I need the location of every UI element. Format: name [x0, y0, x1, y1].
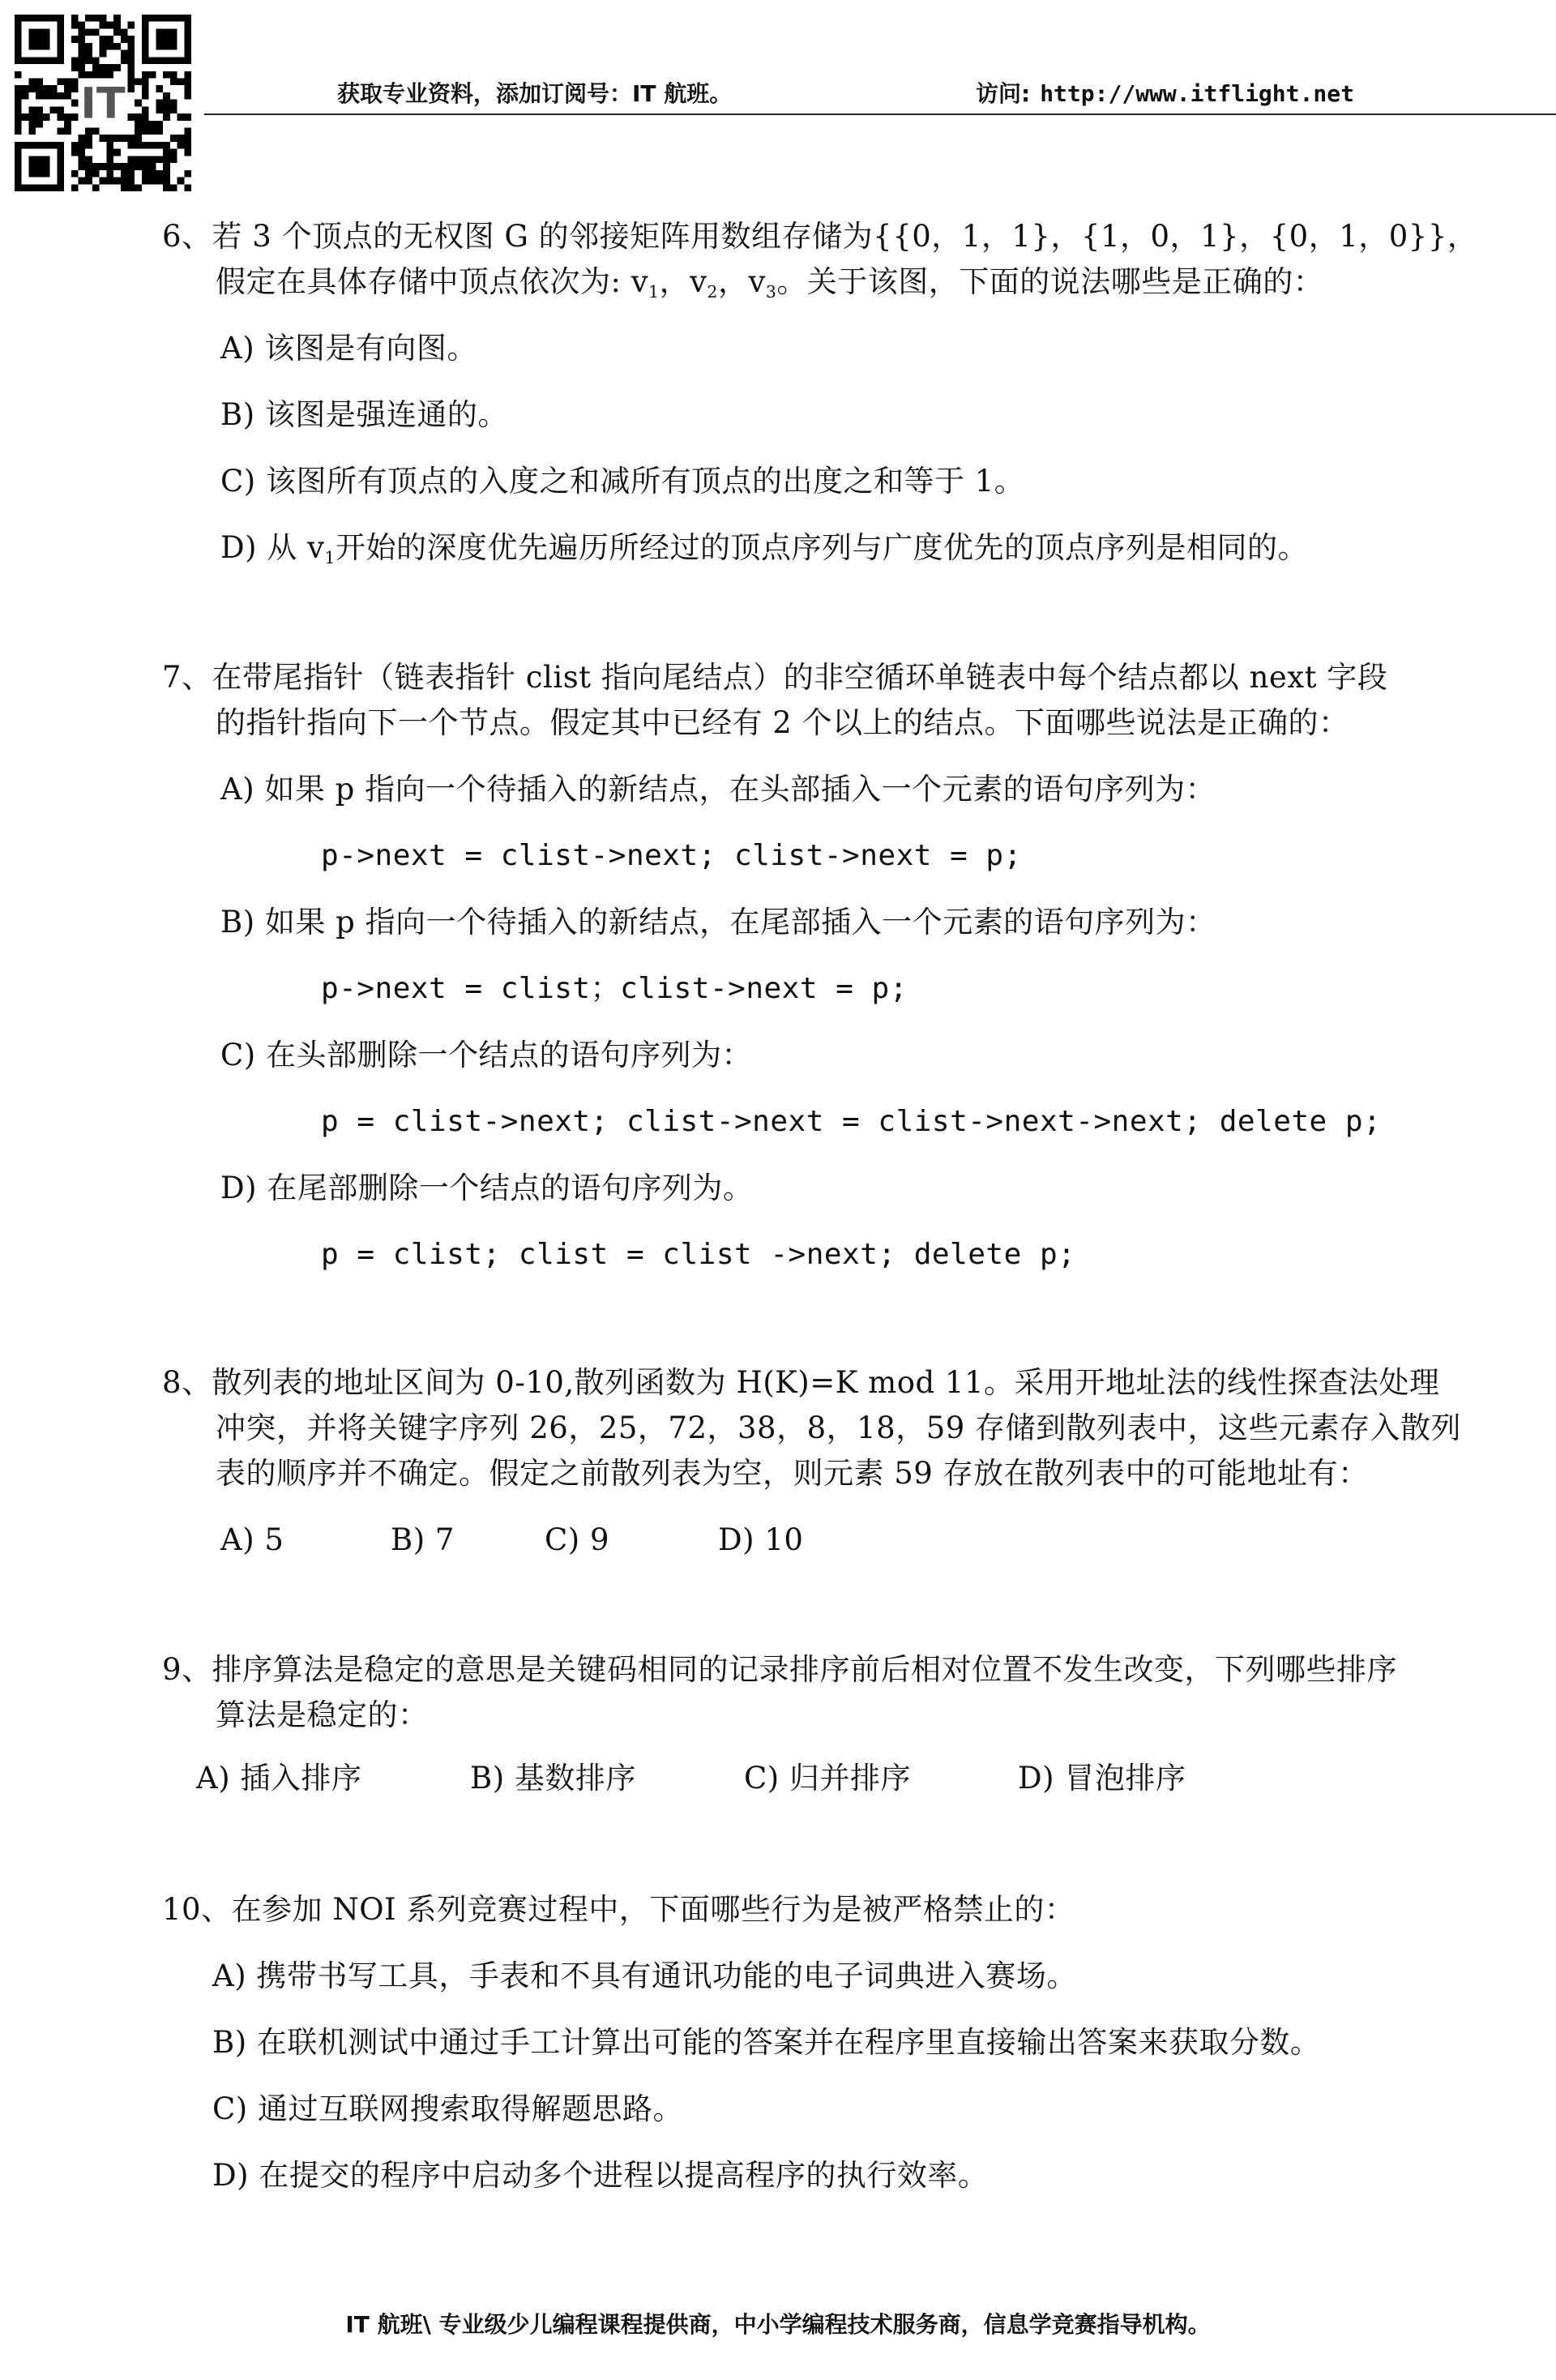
header-url-link[interactable]: http://www.itflight.net: [1040, 80, 1354, 107]
q6-stem-text-d: 。关于该图，下面的说法哪些是正确的：: [776, 264, 1324, 299]
header-subscribe-text: 获取专业资料，添加订阅号：IT 航班。: [337, 80, 733, 107]
q7-code-d: p = clist; clist = clist ->next; delete p;: [321, 1238, 1076, 1271]
q7-option-d: D) 在尾部删除一个结点的语句序列为。: [220, 1171, 754, 1205]
q9-stem-line2: 算法是稳定的：: [216, 1697, 429, 1732]
q6-stem-line2: [216, 263, 1323, 311]
q6-sub-2: 2: [707, 282, 718, 302]
q10-option-d: D) 在提交的程序中启动多个进程以提高程序的执行效率。: [212, 2158, 989, 2193]
q6-option-a: A) 该图是有向图。: [220, 331, 477, 366]
q6-stem-text-a: 假定在具体存储中顶点依次为: v: [216, 264, 649, 299]
q7-option-b: B) 如果 p 指向一个待插入的新结点，在尾部插入一个元素的语句序列为：: [220, 905, 1216, 940]
q7-code-c: p = clist->next; clist->next = clist->next->next; delete p;: [321, 1105, 1382, 1138]
q9-option-b: B) 基数排序: [470, 1761, 636, 1796]
q7-code-a: p->next = clist->next; clist->next = p;: [321, 839, 1022, 872]
q6-option-d-text-b: 开始的深度优先遍历所经过的顶点序列与广度优先的顶点序列是相同的。: [335, 530, 1308, 565]
q8-option-b: B) 7: [391, 1522, 455, 1557]
header-divider: [204, 113, 1556, 115]
q8-option-a: A) 5: [220, 1522, 284, 1557]
q10-option-a: A) 携带书写工具，手表和不具有通讯功能的电子词典进入赛场。: [212, 1958, 1077, 1993]
q6-option-d-sub: 1: [324, 548, 336, 568]
qr-logo-text: IT: [80, 79, 126, 129]
q7-stem-line1: 7、在带尾指针（链表指针 clist 指向尾结点）的非空循环单链表中每个结点都以 next 字段: [162, 660, 1388, 695]
q6-option-d-text-a: D) 从 v: [220, 530, 325, 565]
q6-stem-line1: 6、若 3 个顶点的无权图 G 的邻接矩阵用数组存储为{{0，1，1}，{1，0，1}，{0，1，0}}，: [162, 219, 1478, 254]
page-footer: IT 航班\ 专业级少儿编程课程提供商，中小学编程技术服务商，信息学竞赛指导机构。: [345, 2311, 1211, 2338]
q10-option-b: B) 在联机测试中通过手工计算出可能的答案并在程序里直接输出答案来获取分数。: [212, 2025, 1321, 2060]
q6-sub-1: 1: [648, 282, 660, 302]
q9-option-d: D) 冒泡排序: [1018, 1761, 1186, 1796]
q6-sub-3: 3: [765, 282, 777, 302]
q9-option-c: C) 归并排序: [744, 1761, 912, 1796]
header-visit: [976, 76, 1354, 109]
q8-stem-line2: 冲突，并将关键字序列 26，25，72，38，8，18，59 存储到散列表中，这些元素存入散列: [216, 1410, 1462, 1445]
q6-stem-text-b: ，v: [659, 264, 707, 299]
q8-stem-line1: 8、散列表的地址区间为 0-10,散列函数为 H(K)=K mod 11。采用开地址法的线性探查法处理: [162, 1365, 1440, 1400]
q7-option-c: C) 在头部删除一个结点的语句序列为：: [220, 1038, 753, 1072]
q8-option-c: C) 9: [545, 1522, 610, 1557]
q6-option-b: B) 该图是强连通的。: [220, 397, 508, 432]
qr-code-image: [15, 15, 191, 191]
q9-stem-line1: 9、排序算法是稳定的意思是关键码相同的记录排序前后相对位置不发生改变，下列哪些排序: [162, 1652, 1398, 1687]
q9-option-a: A) 插入排序: [196, 1761, 362, 1796]
page-header: [204, 76, 1556, 112]
q8-stem-line3: 表的顺序并不确定。假定之前散列表为空，则元素 59 存放在散列表中的可能地址有：: [216, 1456, 1369, 1491]
q6-option-c: C) 该图所有顶点的入度之和减所有顶点的出度之和等于 1。: [220, 464, 1025, 499]
q8-option-d: D) 10: [718, 1522, 804, 1557]
q7-stem-line2: 的指针指向下一个节点。假定其中已经有 2 个以上的结点。下面哪些说法是正确的：: [216, 705, 1349, 740]
header-visit-label: 访问:: [976, 80, 1031, 107]
q10-stem-line1: 10、在参加 NOI 系列竞赛过程中，下面哪些行为是被严格禁止的：: [162, 1892, 1075, 1927]
q10-option-c: C) 通过互联网搜索取得解题思路。: [212, 2091, 684, 2126]
q7-code-b: p->next = clist；clist->next = p;: [321, 972, 908, 1005]
q7-option-a: A) 如果 p 指向一个待插入的新结点，在头部插入一个元素的语句序列为：: [220, 772, 1216, 807]
q6-stem-text-c: ，v: [717, 264, 766, 299]
q6-option-d: [220, 529, 1308, 577]
